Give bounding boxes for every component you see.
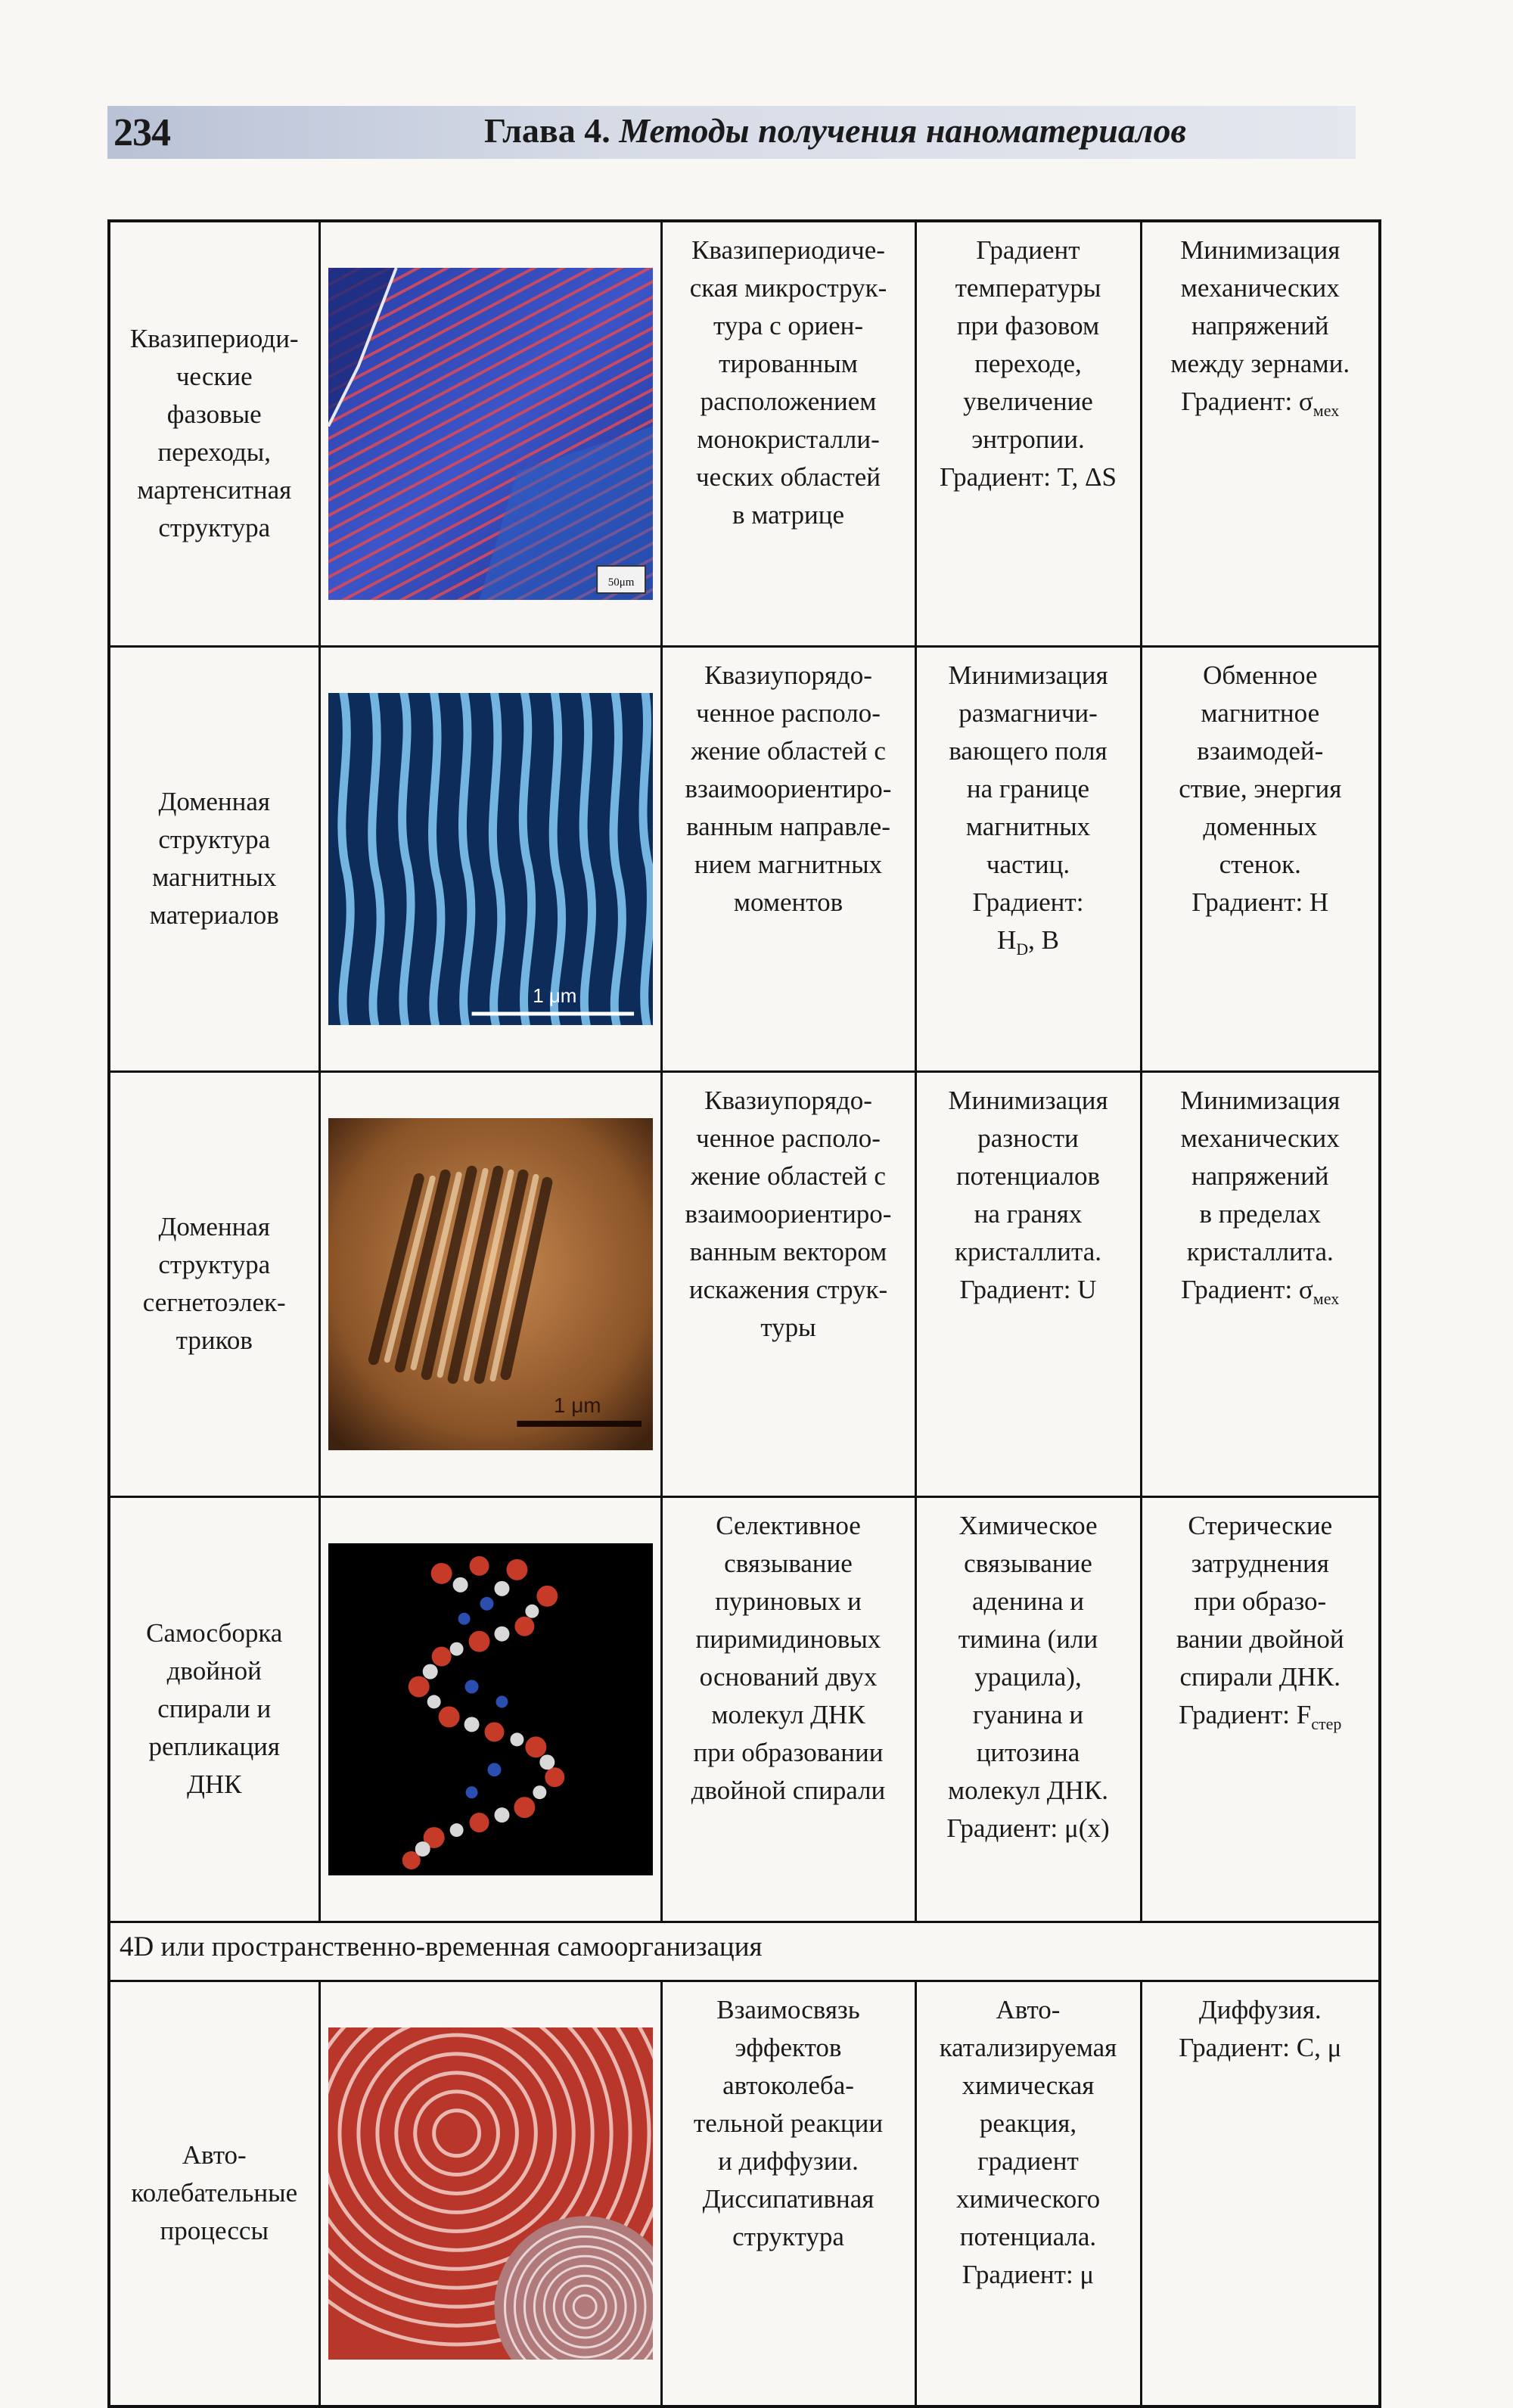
description-cell: Селективное связывание пуриновых и пиримидиновых оснований двух молекул ДНК при образовании двойной спирали xyxy=(661,1496,915,1922)
scale-bar-label: 1 μm xyxy=(532,986,576,1008)
mechanism-subscript: мех xyxy=(1313,401,1340,420)
chapter-title-italic: Методы получения наноматериалов xyxy=(619,111,1187,150)
table-row xyxy=(109,221,1380,646)
driving-force-cell: Авто- катализируемая химическая реакция, градиент химического потенциала. Градиент: μ xyxy=(915,1981,1141,2406)
chapter-prefix: Глава 4. xyxy=(484,111,620,150)
ferroelectric-domain-micrograph xyxy=(328,1118,653,1450)
driving-force-cell: Химическое связывание аденина и тимина (или урацила), гуанина и цитозина молекул ДНК. Градиент: μ(x) xyxy=(915,1496,1141,1922)
image-cell xyxy=(319,1981,661,2406)
scale-bar-label: 50μm xyxy=(607,576,634,589)
table-row xyxy=(109,1071,1380,1496)
image-cell xyxy=(319,221,661,646)
description-cell: Взаимосвязь эффектов автоколеба- тельной реакции и диффузии. Диссипативная структура xyxy=(661,1981,915,2406)
row-name: Самосборка двойной спирали и репликация ДНК xyxy=(109,1496,319,1922)
mechanism-cell xyxy=(1141,1071,1380,1496)
driving-force-cell: Минимизация разности потенциалов на гранях кристаллита. Градиент: U xyxy=(915,1071,1141,1496)
image-cell xyxy=(319,1071,661,1496)
row-name: Квазипериоди- ческие фазовые переходы, мартенситная структура xyxy=(109,221,319,646)
bz-reaction-pattern xyxy=(328,2027,653,2360)
driving-force-cell: Градиент температуры при фазовом переходе, увеличение энтропии. Градиент: T, ΔS xyxy=(915,221,1141,646)
description-cell: Квазипериодиче- ская микрострук- тура с ориен- тированным расположением монокристалли- ческих областей в матрице xyxy=(661,221,915,646)
dna-helix-model xyxy=(328,1543,653,1875)
mechanism-cell: Диффузия. Градиент: C, μ xyxy=(1141,1981,1380,2406)
mechanism-text: Минимизация механических напряжений между зернами. Градиент: σ xyxy=(1170,235,1350,416)
description-cell: Квазиупорядо- ченное располо- жение областей с взаимоориентиро- ванным вектором искажения струк- туры xyxy=(661,1071,915,1496)
mechanism-subscript: стер xyxy=(1311,1714,1342,1733)
self-organization-table xyxy=(107,219,1381,2408)
driving-force-tail: , B xyxy=(1028,924,1060,955)
mechanism-text: Минимизация механических напряжений в пределах кристаллита. Градиент: σ xyxy=(1180,1085,1341,1304)
driving-force-cell xyxy=(915,646,1141,1071)
martensite-micrograph xyxy=(328,268,653,600)
description-cell: Квазиупорядо- ченное располо- жение областей с взаимоориентиро- ванным направле- нием магнитных моментов xyxy=(661,646,915,1071)
mechanism-cell xyxy=(1141,1496,1380,1922)
magnetic-domain-micrograph xyxy=(328,693,653,1025)
image-cell xyxy=(319,1496,661,1922)
mechanism-cell xyxy=(1141,221,1380,646)
row-name: Доменная структура сегнетоэлек- триков xyxy=(109,1071,319,1496)
mechanism-cell: Обменное магнитное взаимодей- ствие, энергия доменных стенок. Градиент: H xyxy=(1141,646,1380,1071)
driving-force-text: Минимизация размагничи- вающего поля на границе магнитных частиц. Градиент: H xyxy=(948,660,1108,955)
row-name: Доменная структура магнитных материалов xyxy=(109,646,319,1071)
section-header: 4D или пространственно-временная самоорганизация xyxy=(109,1922,1380,1981)
table-row xyxy=(109,1981,1380,2406)
section-row xyxy=(109,1922,1380,1981)
driving-force-subscript: D xyxy=(1016,939,1029,959)
chapter-title xyxy=(484,110,1354,151)
page-number: 234 xyxy=(113,111,170,154)
table-row xyxy=(109,1496,1380,1922)
scale-bar-label: 1 μm xyxy=(553,1394,601,1418)
mechanism-text: Стерические затруднения при образо- вании двойной спирали ДНК. Градиент: F xyxy=(1176,1510,1344,1729)
table-row xyxy=(109,646,1380,1071)
row-name: Авто- колебательные процессы xyxy=(109,1981,319,2406)
mechanism-subscript: мех xyxy=(1313,1288,1340,1308)
image-cell xyxy=(319,646,661,1071)
